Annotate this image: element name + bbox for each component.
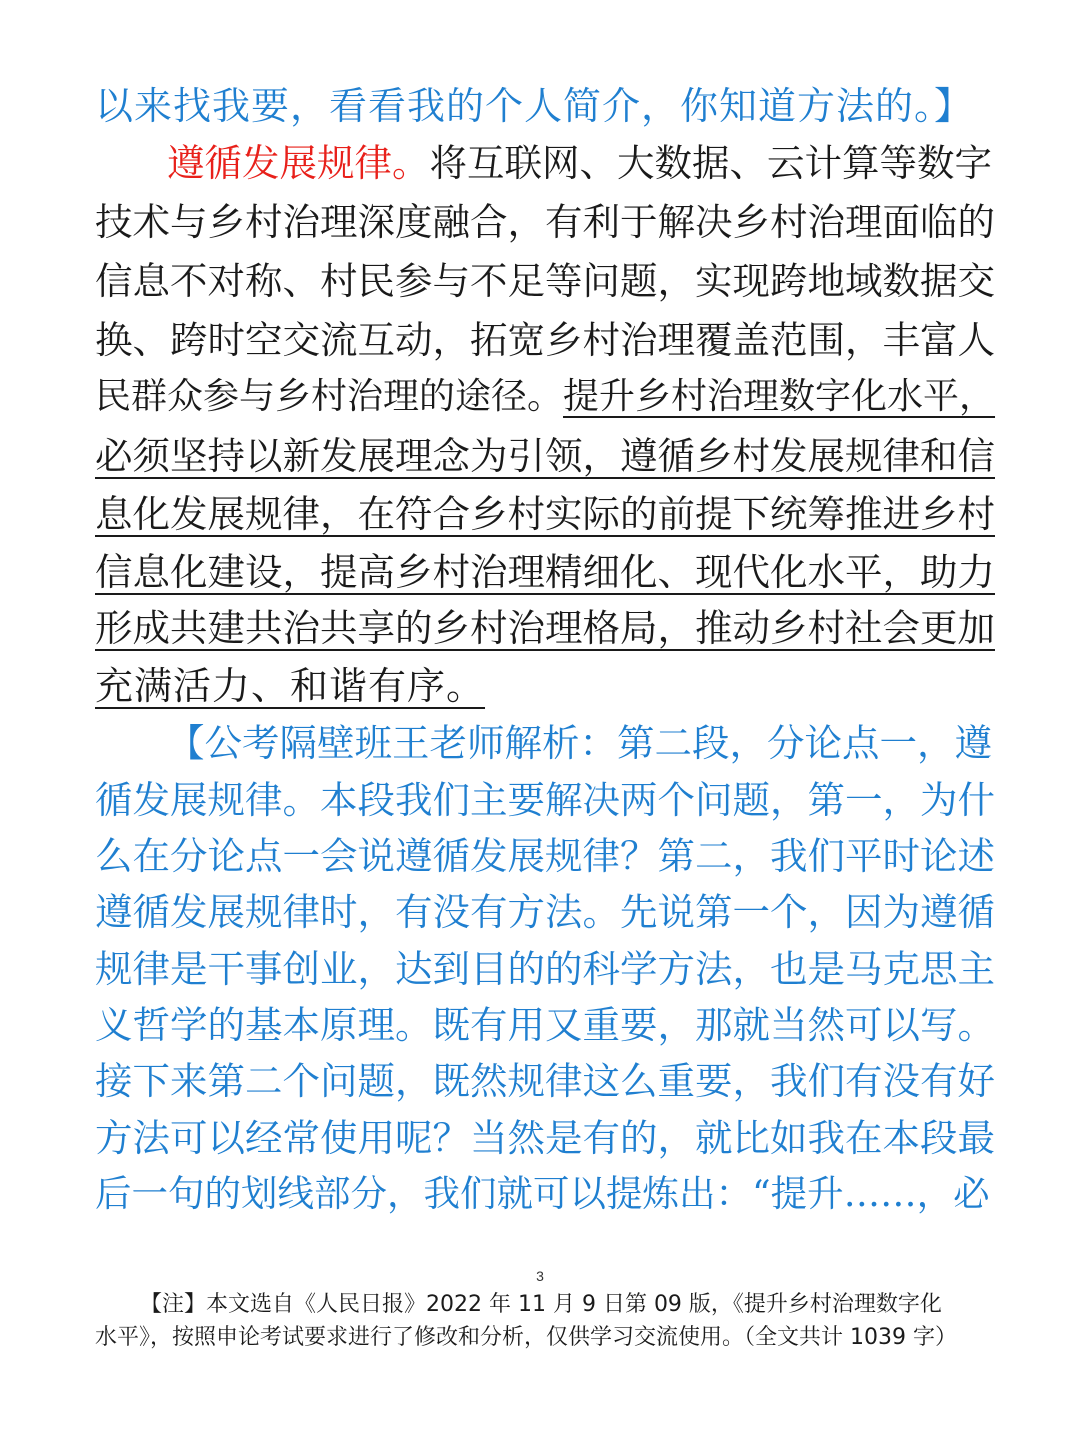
underlined-key-sentence: 必须坚持以新发展理念为引领，遵循乡村发展规律和信 (95, 434, 995, 478)
underlined-key-sentence-line (95, 488, 1000, 540)
section-heading: 遵循发展规律。 (167, 141, 430, 185)
underlined-key-sentence: 形成共建共治共享的乡村治理格局，推动乡村社会更加 (95, 606, 995, 650)
paragraph-two-line (95, 371, 1000, 423)
underlined-key-sentence: 提升乡村治理数字化水平， (563, 376, 996, 417)
paragraph-two-line: 换、跨时空交流互动，拓宽乡村治理覆盖范围，丰富人 (95, 318, 995, 362)
paragraph-text: 将互联网、大数据、云计算等数字 (429, 141, 992, 185)
underlined-key-sentence-line (95, 430, 1000, 482)
commentary-line: 么在分论点一会说遵循发展规律？第二，我们平时论述 (95, 834, 995, 878)
page-number: 3 (536, 1268, 544, 1284)
commentary-line: 接下来第二个问题，既然规律这么重要，我们有没有好 (95, 1059, 995, 1103)
source-note-line: 水平》，按照申论考试要求进行了修改和分析，仅供学习交流使用。（全文共计 1039 字） (95, 1325, 957, 1350)
paragraph-two-line: 信息不对称、村民参与不足等问题，实现跨地域数据交 (95, 259, 995, 303)
underlined-key-sentence: 息化发展规律，在符合乡村实际的前提下统筹推进乡村 (95, 492, 995, 536)
paragraph-two-line (167, 137, 1000, 189)
source-note-line: 【注】本文选自《人民日报》2022 年 11 月 9 日第 09 版，《提升乡村治理数字化 (140, 1292, 942, 1317)
underlined-key-sentence: 充满活力、和谐有序。 (95, 664, 486, 708)
commentary-line: 遵循发展规律时，有没有方法。先说第一个，因为遵循 (95, 890, 995, 934)
commentary-line: 【公考隔壁班王老师解析：第二段，分论点一，遵 (167, 721, 992, 765)
underlined-key-sentence-line (95, 546, 1000, 598)
commentary-line: 义哲学的基本原理。既有用又重要，那就当然可以写。 (95, 1003, 995, 1047)
underlined-key-sentence: 信息化建设，提高乡村治理精细化、现代化水平，助力 (95, 550, 995, 594)
commentary-continuation-line: 以来找我要，看看我的个人简介，你知道方法的。】 (95, 84, 974, 128)
paragraph-two-line: 技术与乡村治理深度融合，有利于解决乡村治理面临的 (95, 200, 995, 244)
commentary-line: 后一句的划线部分，我们就可以提炼出：“提升……，必 (95, 1172, 990, 1215)
commentary-line: 规律是干事创业，达到目的的科学方法，也是马克思主 (95, 947, 995, 991)
commentary-line: 循发展规律。本段我们主要解决两个问题，第一，为什 (95, 778, 995, 822)
paragraph-text: 民群众参与乡村治理的途径。 (95, 376, 564, 417)
commentary-line: 方法可以经常使用呢？当然是有的，就比如我在本段最 (95, 1116, 995, 1160)
underlined-key-sentence-line (95, 660, 1000, 712)
underlined-key-sentence-line (95, 602, 1000, 654)
